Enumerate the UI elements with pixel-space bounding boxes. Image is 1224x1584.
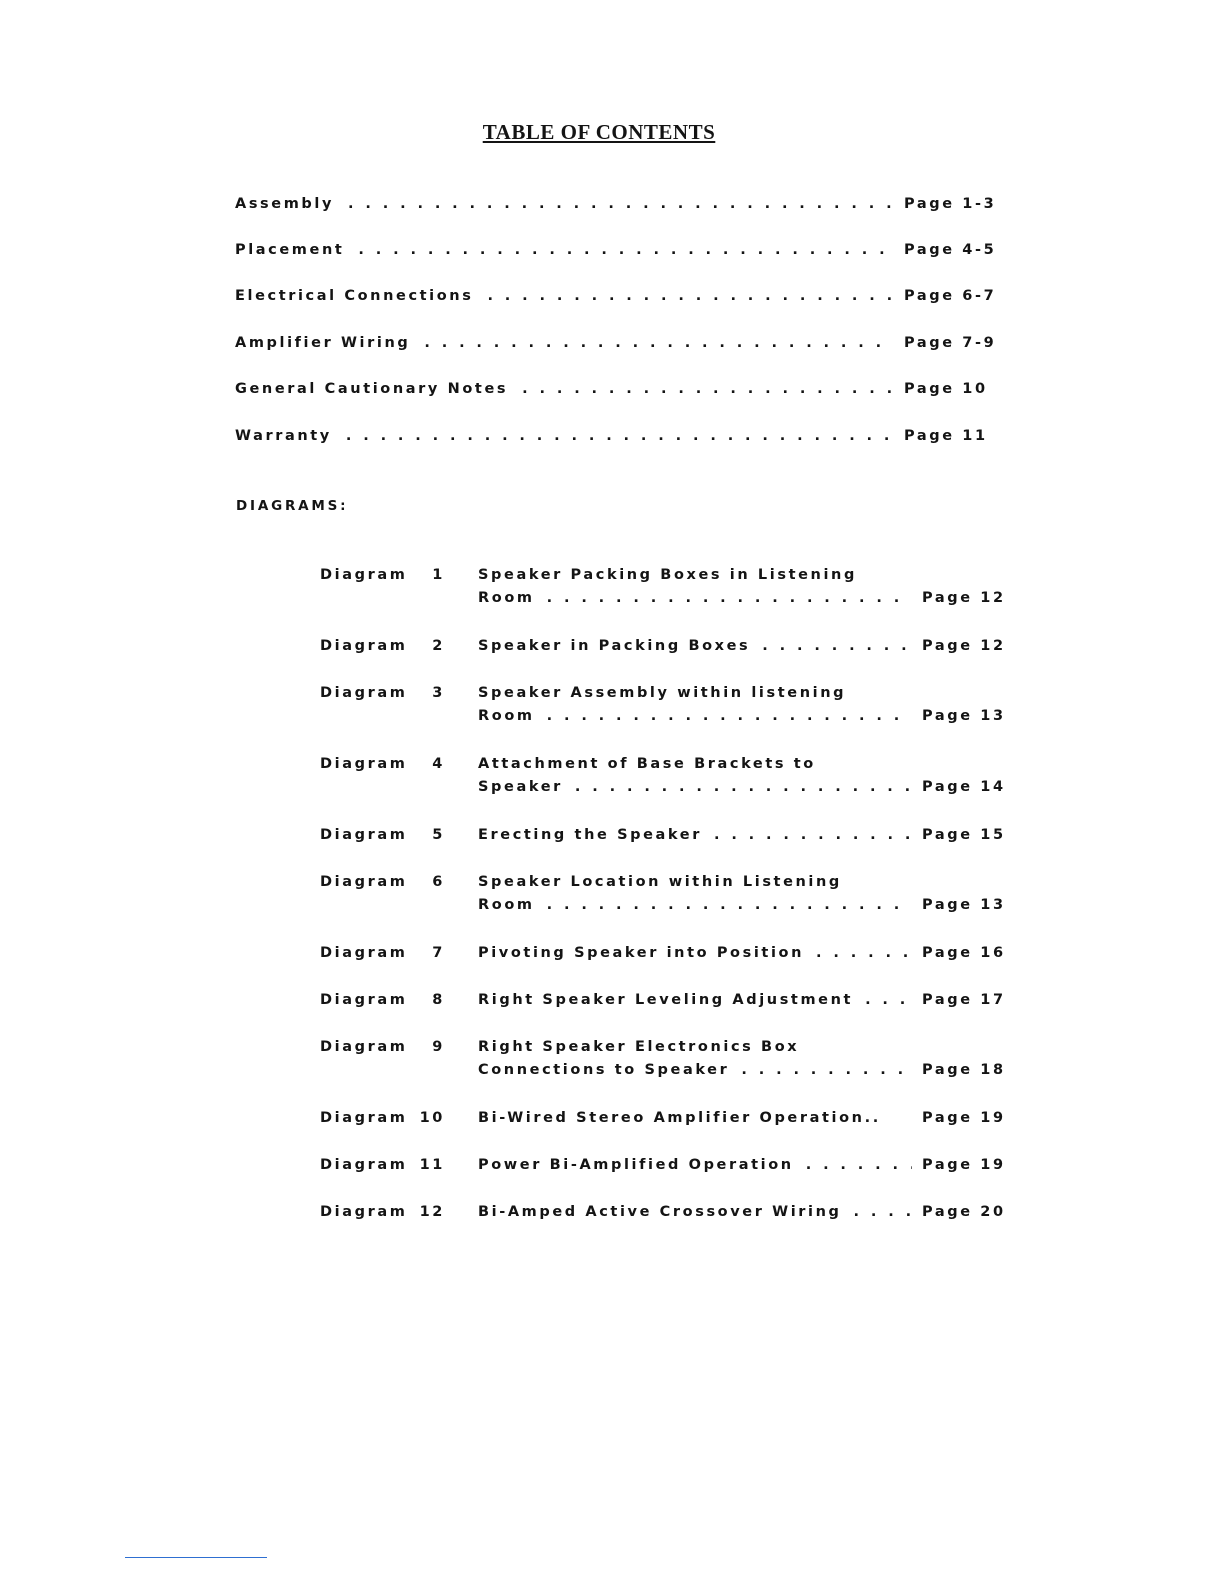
dot-leader [547,590,912,606]
diagram-title: Power Bi-Amplified Operation [478,1157,794,1173]
diagram-description [478,1039,1006,1085]
diagram-title: Speaker Packing Boxes in Listening [478,567,857,583]
diagram-number: 7 [432,945,445,961]
diagram-title: Bi-Wired Stereo Amplifier Operation.. [478,1110,881,1126]
toc-entry-placement [235,242,997,258]
diagram-label [320,874,445,890]
diagram-title: Speaker Assembly within listening [478,685,847,701]
diagram-description [478,1204,1006,1227]
toc-entry-label: Assembly [235,196,335,212]
diagram-number: 5 [432,827,445,843]
diagram-title: Speaker in Packing Boxes [478,638,751,654]
toc-entry-page: Page 10 [904,381,988,397]
diagram-page: Page 13 [922,708,1006,724]
diagram-title: Attachment of Base Brackets to [478,756,816,772]
dot-leader [522,381,892,397]
toc-entry-general-cautionary-notes [235,381,997,397]
diagram-label [320,1157,445,1173]
dot-leader [865,992,912,1008]
page-title: TABLE OF CONTENTS [482,120,716,144]
diagram-page: Page 18 [922,1062,1006,1078]
diagram-label [320,827,445,843]
dot-leader [806,1157,912,1173]
diagram-title: Right Speaker Leveling Adjustment [478,992,854,1008]
diagram-page: Page 19 [922,1157,1006,1173]
toc-entry-label: Amplifier Wiring [235,335,411,351]
footer-rule [125,1557,267,1558]
dot-leader [854,1204,912,1220]
dot-leader [741,1062,912,1078]
diagram-title-cont: Room [478,708,535,724]
diagram-number: 6 [432,874,445,890]
diagram-label [320,1039,445,1055]
diagram-label [320,567,445,583]
dot-leader [816,945,912,961]
dot-leader [487,288,892,304]
diagram-description [478,567,1006,613]
diagram-label [320,638,445,654]
diagram-description [478,874,1006,920]
diagram-title: Pivoting Speaker into Position [478,945,805,961]
diagram-number: 1 [432,567,445,583]
diagram-label [320,756,445,772]
diagram-word: Diagram [320,567,408,583]
dot-leader [346,428,892,444]
diagram-page: Page 20 [922,1204,1006,1220]
diagram-word: Diagram [320,685,408,701]
diagram-number: 9 [432,1039,445,1055]
dot-leader [358,242,892,258]
diagrams-heading: DIAGRAMS: [236,498,349,514]
diagram-word: Diagram [320,827,408,843]
toc-entry-label: Warranty [235,428,332,444]
diagram-page: Page 12 [922,638,1006,654]
toc-entry-assembly [235,196,997,212]
dot-leader [575,779,912,795]
diagram-description [478,992,1006,1015]
diagram-label [320,1110,445,1126]
toc-entry-page: Page 1-3 [904,196,997,212]
diagram-description [478,1110,1006,1133]
dot-leader [348,196,892,212]
diagram-description [478,685,1006,731]
diagram-number: 12 [419,1204,445,1220]
toc-entry-page: Page 7-9 [904,335,997,351]
toc-entry-label: Placement [235,242,345,258]
toc-entry-warranty [235,428,997,444]
diagram-label [320,945,445,961]
diagram-page: Page 16 [922,945,1006,961]
diagram-number: 3 [432,685,445,701]
dot-leader [547,897,912,913]
diagram-label [320,992,445,1008]
dot-leader [714,827,912,843]
diagram-word: Diagram [320,945,408,961]
diagram-page: Page 14 [922,779,1006,795]
diagram-word: Diagram [320,756,408,772]
diagram-number: 2 [432,638,445,654]
diagram-word: Diagram [320,1110,408,1126]
diagram-description [478,945,1006,968]
toc-entry-label: General Cautionary Notes [235,381,509,397]
toc-entry-page: Page 11 [904,428,988,444]
diagram-title-cont: Room [478,897,535,913]
diagram-number: 11 [419,1157,445,1173]
diagram-word: Diagram [320,638,408,654]
diagram-word: Diagram [320,1157,408,1173]
diagram-title-cont: Room [478,590,535,606]
toc-entry-page: Page 4-5 [904,242,997,258]
diagram-label [320,685,445,701]
diagram-page: Page 19 [922,1110,1006,1126]
diagram-description [478,827,1006,850]
diagram-number: 4 [432,756,445,772]
diagram-number: 10 [419,1110,445,1126]
diagram-title-cont: Speaker [478,779,563,795]
diagram-title: Right Speaker Electronics Box [478,1039,800,1055]
diagram-description [478,638,1006,661]
diagram-description [478,1157,1006,1180]
toc-entry-page: Page 6-7 [904,288,997,304]
diagram-page: Page 17 [922,992,1006,1008]
dot-leader [547,708,912,724]
dot-leader [762,638,912,654]
diagram-word: Diagram [320,1039,408,1055]
diagram-page: Page 13 [922,897,1006,913]
diagram-title: Erecting the Speaker [478,827,702,843]
diagram-page: Page 15 [922,827,1006,843]
diagram-description [478,756,1006,802]
toc-entry-amplifier-wiring [235,335,997,351]
diagram-word: Diagram [320,992,408,1008]
toc-entry-label: Electrical Connections [235,288,474,304]
dot-leader [424,335,892,351]
diagram-page: Page 12 [922,590,1006,606]
diagram-label [320,1204,445,1220]
diagram-title-cont: Connections to Speaker [478,1062,730,1078]
diagram-title: Speaker Location within Listening [478,874,842,890]
diagram-word: Diagram [320,1204,408,1220]
diagram-word: Diagram [320,874,408,890]
diagram-number: 8 [432,992,445,1008]
diagram-title: Bi-Amped Active Crossover Wiring [478,1204,842,1220]
toc-entry-electrical-connections [235,288,997,304]
